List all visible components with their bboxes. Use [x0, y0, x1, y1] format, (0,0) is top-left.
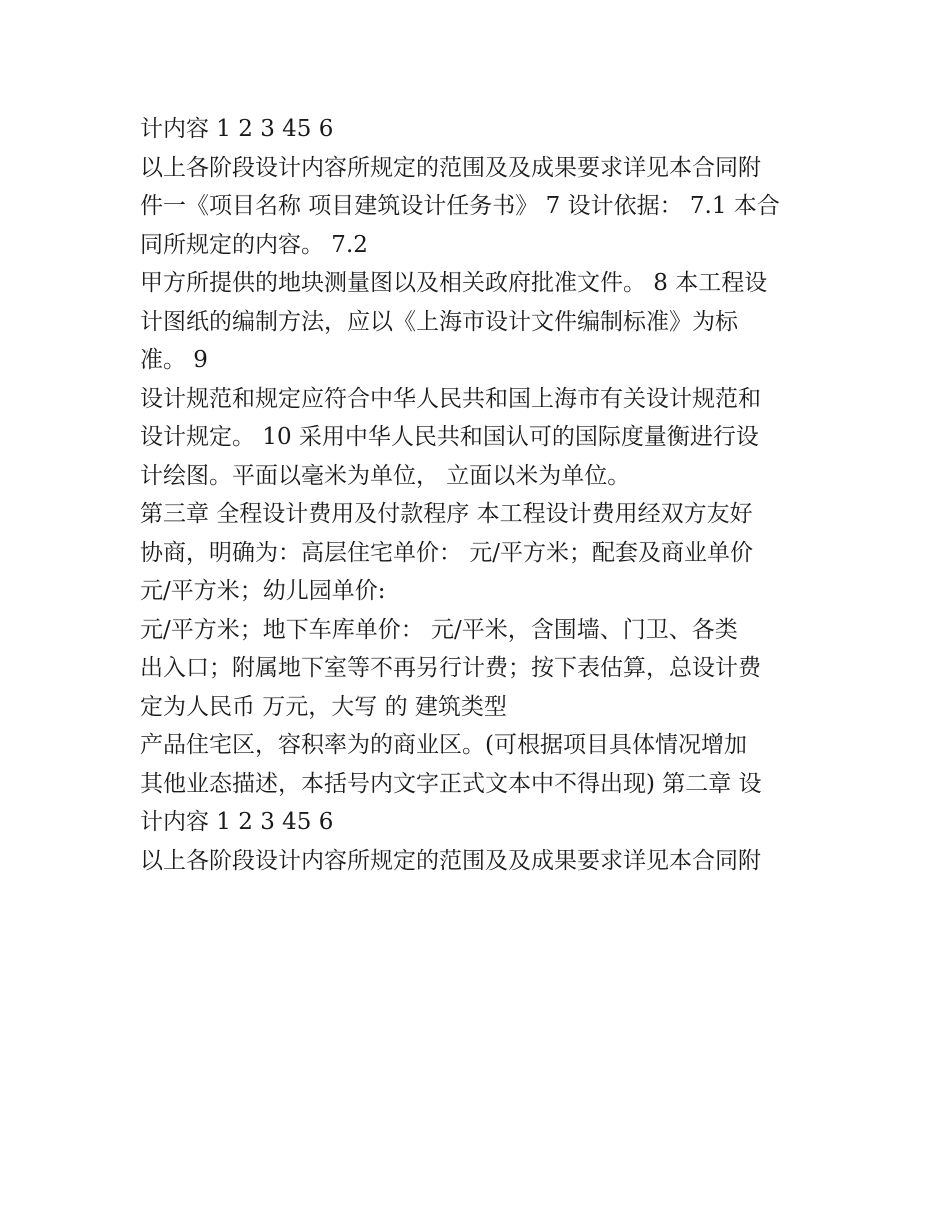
text-line: 件一《项目名称 项目建筑设计任务书》 7 设计依据： 7.1 本合: [140, 193, 780, 219]
text-line: 第三章 全程设计费用及付款程序 本工程设计费用经双方友好: [140, 501, 753, 527]
text-line: 以上各阶段设计内容所规定的范围及及成果要求详见本合同附: [140, 847, 761, 874]
text-line: 计内容 1 2 3 45 6: [140, 809, 334, 835]
text-line: 元/平方米；地下车库单价： 元/平米，含围墙、门卫、各类: [140, 616, 738, 643]
text-line: 定为人民币 万元，大写 的 建筑类型: [140, 693, 507, 720]
text-line: 产品住宅区，容积率为的商业区。(可根据项目具体情况增加: [140, 732, 747, 758]
text-line: 同所规定的内容。 7.2: [140, 231, 368, 258]
text-line: 计绘图。平面以毫米为单位， 立面以米为单位。: [140, 462, 631, 489]
text-line: 计内容 1 2 3 45 6: [140, 116, 334, 142]
text-line: 甲方所提供的地块测量图以及相关政府批准文件。 8 本工程设: [140, 270, 768, 296]
text-line: 协商，明确为：高层住宅单价： 元/平方米；配套及商业单价: [140, 539, 754, 566]
text-line: 出入口；附属地下室等不再另行计费；按下表估算，总设计费: [140, 655, 761, 681]
text-line: 以上各阶段设计内容所规定的范围及及成果要求详见本合同附: [140, 154, 761, 181]
text-line: 准。 9: [140, 347, 208, 373]
text-line: 设计规定。 10 采用中华人民共和国认可的国际度量衡进行设: [140, 424, 759, 450]
text-line: 设计规范和规定应符合中华人民共和国上海市有关设计规范和: [140, 385, 761, 412]
document-body: [140, 110, 830, 880]
text-line: 其他业态描述，本括号内文字正式文本中不得出现) 第二章 设: [140, 770, 762, 797]
text-line: 计图纸的编制方法，应以《上海市设计文件编制标准》为标: [140, 308, 738, 335]
text-line: 元/平方米；幼儿园单价:: [140, 578, 386, 604]
